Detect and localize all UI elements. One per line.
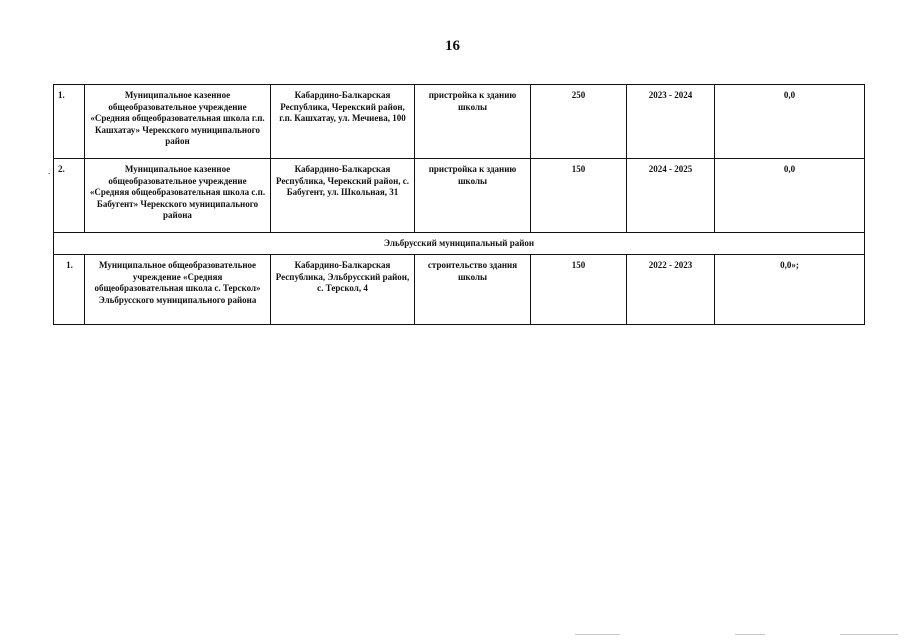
table-row bbox=[54, 159, 865, 233]
institution-address: Кабардино-Балкарская Республика, Эльбрусский район, с. Терскол, 4 bbox=[271, 255, 415, 325]
period: 2024 - 2025 bbox=[627, 159, 715, 233]
row-number: 1. bbox=[54, 85, 85, 159]
amount: 0,0 bbox=[715, 159, 865, 233]
capacity: 150 bbox=[531, 159, 627, 233]
section-header-row bbox=[54, 233, 865, 255]
scan-artifact-line bbox=[840, 634, 898, 635]
institution-name: Муниципальное казенное общеобразовательное учреждение «Средняя общеобразовательная школа г.п. Кашхатау» Черекского муниципального район bbox=[85, 85, 271, 159]
row-number: 1. bbox=[54, 255, 85, 325]
institution-address: Кабардино-Балкарская Республика, Черекский район, г.п. Кашхатау, ул. Мечиева, 100 bbox=[271, 85, 415, 159]
table-row bbox=[54, 255, 865, 325]
work-type: строительство здания школы bbox=[415, 255, 531, 325]
capacity: 250 bbox=[531, 85, 627, 159]
scan-artifact-line bbox=[575, 634, 620, 635]
work-type: пристройка к зданию школы bbox=[415, 159, 531, 233]
scan-artifact-line bbox=[735, 634, 765, 635]
work-type: пристройка к зданию школы bbox=[415, 85, 531, 159]
institution-name: Муниципальное общеобразовательное учреждение «Средняя общеобразовательная школа с. Терскол» Эльбрусского муниципального района bbox=[85, 255, 271, 325]
section-header: Эльбрусский муниципальный район bbox=[54, 233, 865, 255]
page-number: 16 bbox=[445, 38, 460, 54]
table-row bbox=[54, 85, 865, 159]
institution-address: Кабардино-Балкарская Республика, Черекский район, с. Бабугент, ул. Школьная, 31 bbox=[271, 159, 415, 233]
institution-name: Муниципальное казенное общеобразовательное учреждение «Средняя общеобразовательная школа с.п. Бабугент» Черекского муниципального района bbox=[85, 159, 271, 233]
period: 2022 - 2023 bbox=[627, 255, 715, 325]
amount: 0,0»; bbox=[715, 255, 865, 325]
amount: 0,0 bbox=[715, 85, 865, 159]
row-number: 2. bbox=[54, 159, 85, 233]
capacity: 150 bbox=[531, 255, 627, 325]
period: 2023 - 2024 bbox=[627, 85, 715, 159]
school-construction-table bbox=[53, 84, 865, 325]
scan-artifact-dot: . bbox=[48, 166, 51, 176]
